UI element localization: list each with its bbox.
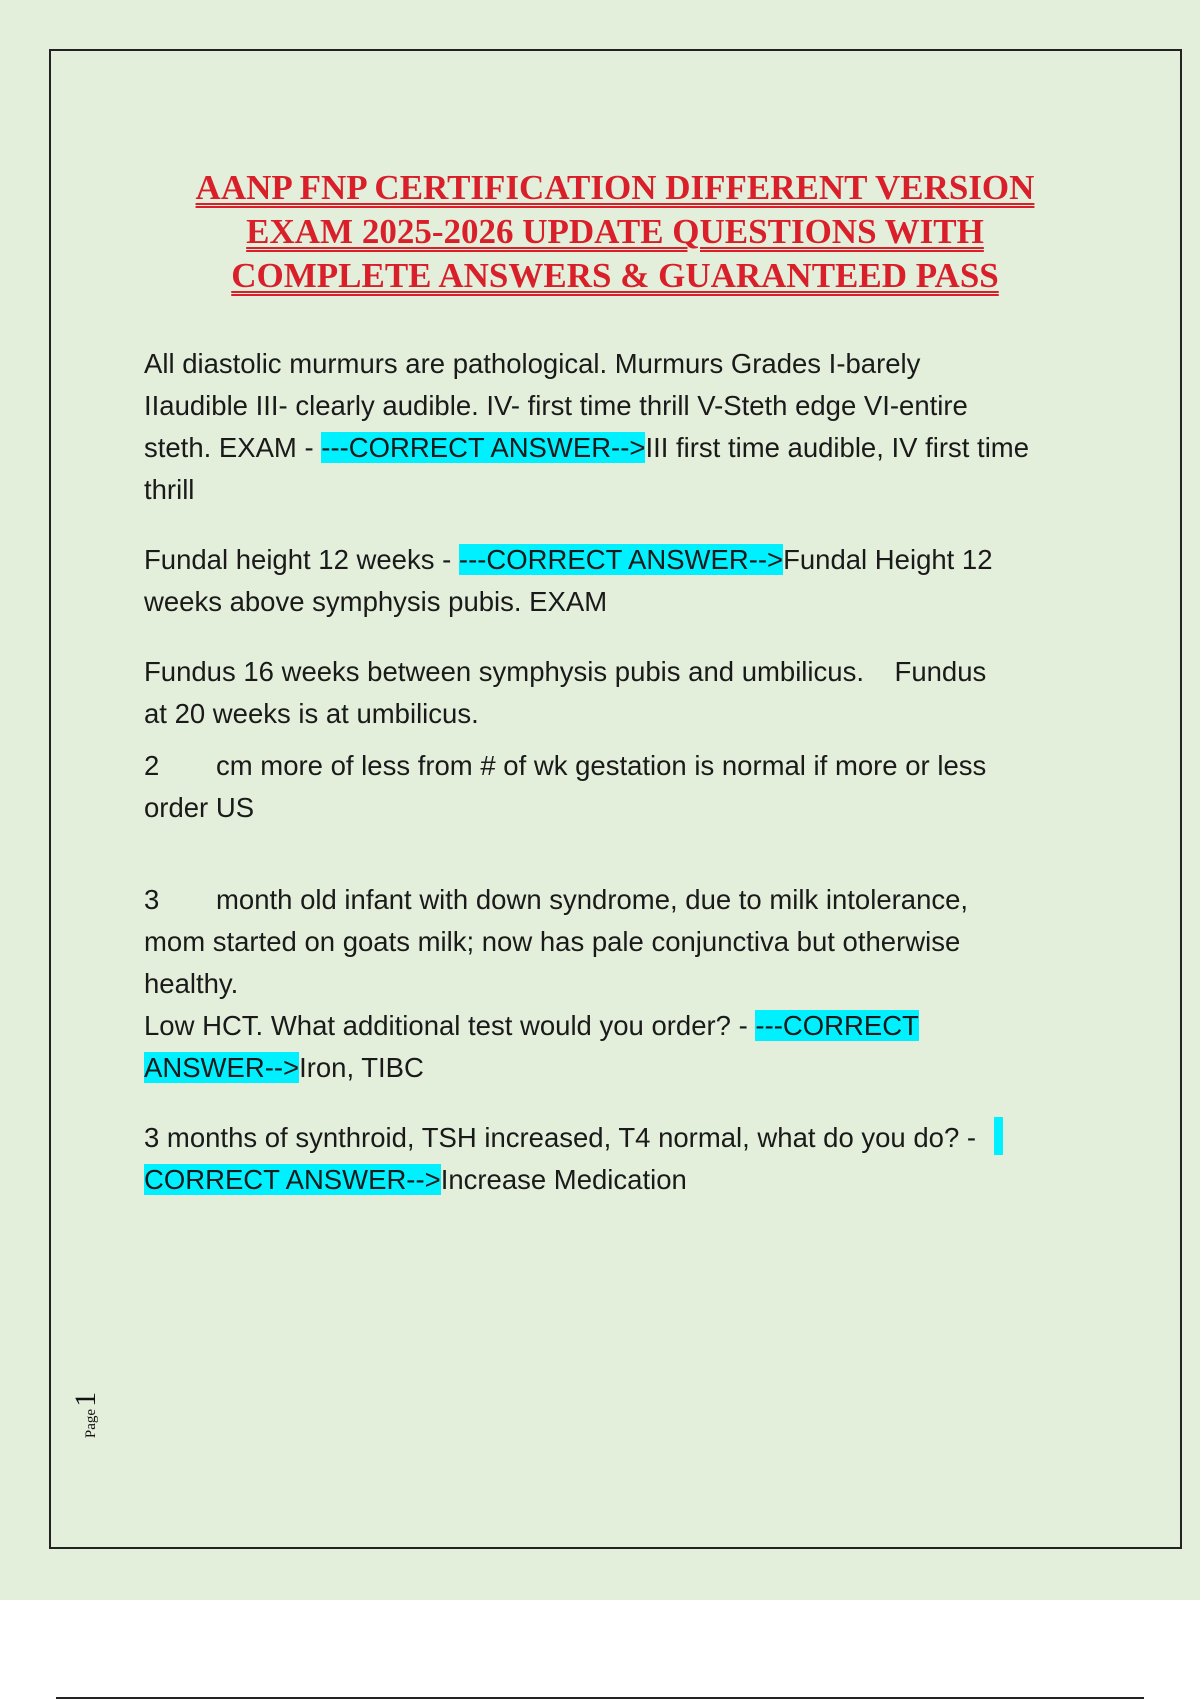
correct-answer-highlight: CORRECT ANSWER--> [144, 1164, 441, 1195]
bottom-divider [56, 1697, 1144, 1699]
answer-continuation: weeks above symphysis pubis. EXAM [144, 586, 608, 617]
question-line [144, 1117, 1089, 1159]
item-text: cm more of less from # of wk gestation is normal if more or less [216, 750, 987, 781]
numbered-line [144, 745, 1089, 787]
body-line: at 20 weeks is at umbilicus. [144, 698, 479, 729]
qa-item-murmurs [144, 343, 1089, 511]
text-block-fundus [144, 651, 1089, 735]
numbered-item-2 [144, 745, 1089, 829]
answer-text: Iron, TIBC [299, 1052, 424, 1083]
answer-text: Increase Medication [440, 1164, 687, 1195]
qa-item-infant [144, 879, 1089, 1089]
item-text: month old infant with down syndrome, due to milk intolerance, [216, 884, 969, 915]
body-line: mom started on goats milk; now has pale conjunctiva but otherwise [144, 926, 961, 957]
correct-answer-highlight: ---CORRECT ANSWER--> [321, 432, 646, 463]
answer-text: III first time audible, IV first time [645, 432, 1030, 463]
item-number: 3 [144, 884, 160, 915]
correct-answer-highlight: ---CORRECT ANSWER--> [458, 544, 784, 575]
qa-item-fundal-height [144, 539, 1089, 623]
page-number [56, 1390, 116, 1440]
numbered-line [144, 879, 1089, 921]
question-text: Low HCT. What additional test would you order? - [144, 1010, 756, 1041]
answer-line [144, 1159, 1089, 1201]
qa-item-synthroid [144, 1117, 1089, 1201]
page-number-value: 1 [69, 1391, 102, 1407]
answer-text: Fundal Height 12 [783, 544, 993, 575]
title-line-2: EXAM 2025-2026 UPDATE QUESTIONS WITH [246, 212, 984, 251]
body-line: Fundus 16 weeks between symphysis pubis and umbilicus. Fundus [144, 656, 987, 687]
title-line-3: COMPLETE ANSWERS & GUARANTEED PASS [231, 256, 999, 295]
question-text: 3 months of synthroid, TSH increased, T4 normal, what do you do? - [144, 1122, 984, 1153]
document-title [130, 166, 1100, 298]
answer-continuation: thrill [144, 474, 195, 505]
question-line: All diastolic murmurs are pathological. Murmurs Grades I-barely [144, 348, 921, 379]
highlight-mark [994, 1117, 1003, 1155]
item-number: 2 [144, 750, 160, 781]
correct-answer-highlight: ANSWER--> [144, 1052, 300, 1083]
question-answer-line [144, 1005, 1089, 1047]
document-body [144, 343, 1089, 1201]
correct-answer-highlight: ---CORRECT [755, 1010, 919, 1041]
answer-line [144, 1047, 1089, 1089]
question-text: Fundal height 12 weeks - [144, 544, 459, 575]
body-line: healthy. [144, 968, 239, 999]
item-text-continuation: order US [144, 792, 255, 823]
question-line: IIaudible III- clearly audible. IV- first time thrill V-Steth edge VI-entire [144, 390, 968, 421]
question-text: steth. EXAM - [144, 432, 322, 463]
title-line-1: AANP FNP CERTIFICATION DIFFERENT VERSION [195, 168, 1035, 207]
page-label: Page [83, 1408, 99, 1439]
question-answer-line [144, 539, 1089, 581]
question-answer-line [144, 427, 1089, 469]
